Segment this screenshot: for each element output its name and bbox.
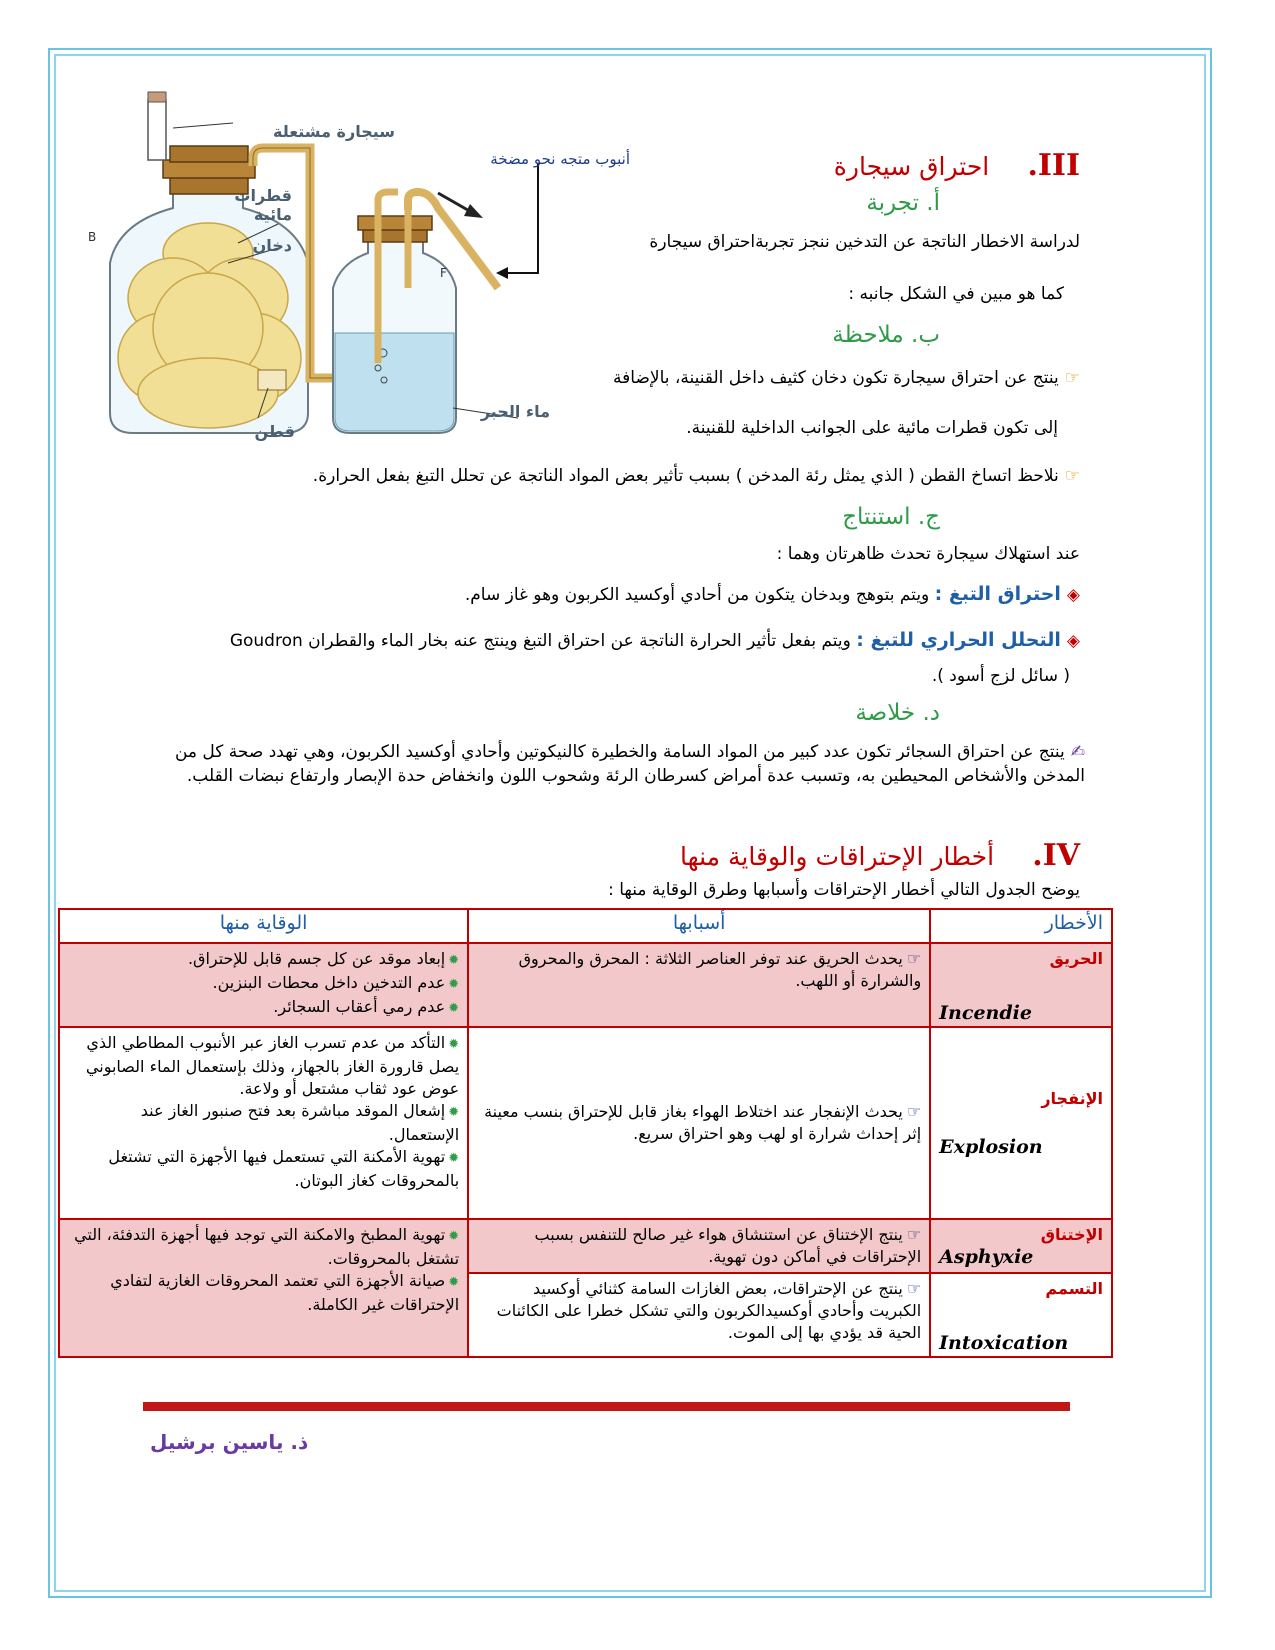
prevention-text: التأكد من عدم تسرب الغاز عبر الأنبوب المطاطي الذي يصل قارورة الغاز بالجهاز، وذلك بإستعمال الماء الصابوني عوض عود ثقاب مشتعل أو ولاعة. bbox=[85, 1033, 460, 1098]
prevention-text: تهوية المطبخ والامكنة التي توجد فيها أجهزة التدفئة، التي تشتغل بالمحروقات. bbox=[74, 1225, 460, 1268]
observation-text-1 bbox=[540, 366, 1080, 390]
cause-cell bbox=[468, 1219, 930, 1273]
figure-label-droplets: قطرات مائية bbox=[234, 186, 292, 224]
bullet-icon: ☞ bbox=[906, 949, 922, 968]
hazards-table bbox=[58, 908, 1113, 1358]
table-row bbox=[59, 943, 1112, 1027]
sun-icon: ✹ bbox=[448, 953, 460, 968]
header-causes: أسبابها bbox=[468, 909, 930, 943]
sun-icon: ✹ bbox=[448, 1275, 460, 1290]
footer-divider bbox=[143, 1402, 1070, 1411]
cause-cell bbox=[468, 943, 930, 1027]
conclusion-point-2-cont: ( سائل لزج أسود ). bbox=[931, 666, 1070, 686]
table-row bbox=[59, 1027, 1112, 1219]
figure-label-smoke: دخان bbox=[252, 236, 292, 255]
hazard-name: الإنفجار bbox=[1041, 1089, 1103, 1108]
sun-icon: ✹ bbox=[448, 1001, 460, 1016]
observation-text-2: إلى تكون قطرات مائية على الجوانب الداخلية للقنينة. bbox=[686, 418, 1058, 438]
experiment-subheading: أ. تجربة bbox=[866, 190, 940, 216]
prevention-cell bbox=[59, 1027, 468, 1219]
section-3-title: احتراق سيجارة bbox=[833, 152, 990, 181]
header-hazards: الأخطار bbox=[930, 909, 1112, 943]
figure-label-water: ماء الحبر bbox=[480, 402, 550, 421]
hazard-cell bbox=[930, 943, 1112, 1027]
conclusion-subheading: ج. استنتاج bbox=[842, 504, 940, 530]
prevention-text: صيانة الأجهزة التي تعتمد المحروقات الغازية لتفادي الإحتراقات غير الكاملة. bbox=[110, 1271, 460, 1314]
summary-body: ينتج عن احتراق السجائر تكون عدد كبير من المواد السامة والخطيرة كالنيكوتين وأحادي أوكسيد الكربون، وهي تهدد صحة كل من المدخن والأشخاص المحيطين به، وتسبب عدة أمراض كسرطان الرئة وشحوب اللون وانخفاض حدة الإبصار وارتفاع نبضات القلب. bbox=[174, 742, 1085, 786]
prevention-text: تهوية الأمكنة التي تستعمل فيها الأجهزة التي تشتغل بالمحروقات كغاز البوتان. bbox=[108, 1147, 460, 1190]
prevention-item bbox=[68, 1270, 459, 1316]
prevention-item bbox=[68, 1224, 459, 1270]
sun-icon: ✹ bbox=[448, 1151, 460, 1166]
section-4-title: أخطار الإحتراقات والوقاية منها bbox=[680, 842, 995, 871]
prevention-text: إشعال الموقد مباشرة بعد فتح صنبور الغاز عند الإستعمال. bbox=[140, 1101, 460, 1144]
prevention-text: إبعاد موقد عن كل جسم قابل للإحتراق. bbox=[187, 949, 446, 968]
section-3-heading bbox=[640, 148, 1080, 183]
figure-label-cotton: قطن bbox=[254, 422, 295, 441]
prevention-cell bbox=[59, 943, 468, 1027]
experiment-text-1: لدراسة الاخطار الناتجة عن التدخين ننجز تجربةاحتراق سيجارة bbox=[649, 232, 1080, 252]
section-3-number: III. bbox=[1027, 148, 1080, 183]
hazard-name-fr: Explosion bbox=[939, 1136, 1043, 1158]
bullet-icon: ☞ bbox=[1064, 466, 1080, 486]
hazard-name: التسمم bbox=[1045, 1279, 1103, 1298]
figure-label-tube: أنبوب متجه نحو مضخة bbox=[490, 150, 630, 168]
hazard-name: الإختناق bbox=[1040, 1225, 1103, 1244]
bullet-icon: ☞ bbox=[906, 1225, 922, 1244]
hazard-cell bbox=[930, 1219, 1112, 1273]
conclusion-point-1 bbox=[200, 582, 1080, 607]
hazard-cell bbox=[930, 1027, 1112, 1219]
prevention-item bbox=[68, 972, 459, 996]
header-prevention: الوقاية منها bbox=[59, 909, 468, 943]
hazard-cell bbox=[930, 1273, 1112, 1357]
sun-icon: ✹ bbox=[448, 977, 460, 992]
hazard-name-fr: Asphyxie bbox=[939, 1246, 1034, 1268]
hazard-name: الحريق bbox=[1049, 949, 1103, 968]
section-4-intro: يوضح الجدول التالي أخطار الإحتراقات وأسبابها وطرق الوقاية منها : bbox=[608, 880, 1080, 900]
prevention-item bbox=[68, 1100, 459, 1146]
section-4-heading bbox=[560, 838, 1080, 873]
summary-subheading: د. خلاصة bbox=[855, 700, 940, 726]
section-4-number: IV. bbox=[1032, 838, 1080, 873]
cause-text: يحدث الحريق عند توفر العناصر الثلاثة : المحرق والمحروق والشرارة أو اللهب. bbox=[518, 949, 922, 990]
observation-line-3: نلاحظ اتساخ القطن ( الذي يمثل رئة المدخن ) بسبب تأثير بعض المواد الناتجة عن تحلل التبغ بفعل الحرارة. bbox=[312, 466, 1059, 486]
prevention-cell bbox=[59, 1219, 468, 1357]
sun-icon: ✹ bbox=[448, 1105, 460, 1120]
cause-cell bbox=[468, 1027, 930, 1219]
cause-text: ينتج الإختناق عن استنشاق هواء غير صالح للتنفس بسبب الإحتراقات في أماكن دون تهوية. bbox=[534, 1225, 922, 1266]
figure-label-cigarette: سيجارة مشتعلة bbox=[272, 122, 395, 141]
prevention-item bbox=[68, 996, 459, 1020]
hazard-name-fr: Intoxication bbox=[939, 1332, 1069, 1354]
table-row bbox=[59, 1219, 1112, 1273]
conclusion-intro: عند استهلاك سيجارة تحدث ظاهرتان وهما : bbox=[776, 544, 1080, 564]
hazard-name-fr: Incendie bbox=[939, 1002, 1032, 1024]
prevention-item bbox=[68, 948, 459, 972]
sun-icon: ✹ bbox=[448, 1037, 460, 1052]
keyword-tobacco-combustion: احتراق التبغ : bbox=[934, 583, 1061, 605]
observation-subheading: ب. ملاحظة bbox=[832, 322, 940, 348]
conclusion-point-1-text: ويتم بتوهج وبدخان يتكون من أحادي أوكسيد الكربون وهو غاز سام. bbox=[464, 585, 935, 605]
prevention-item bbox=[68, 1032, 459, 1100]
observation-text-3 bbox=[200, 464, 1080, 488]
prevention-text: عدم رمي أعقاب السجائر. bbox=[273, 997, 446, 1016]
conclusion-point-2 bbox=[140, 628, 1080, 653]
keyword-thermal-decomposition: التحلل الحراري للتبغ : bbox=[856, 629, 1061, 651]
bullet-icon: ☞ bbox=[1064, 368, 1080, 388]
bullet-icon: ☞ bbox=[906, 1279, 922, 1298]
prevention-item bbox=[68, 1146, 459, 1192]
conclusion-point-2-text: ويتم بفعل تأثير الحرارة الناتجة عن احتراق التبغ وينتج عنه بخار الماء والقطران Goudron bbox=[229, 631, 857, 651]
cause-text: ينتج عن الإحتراقات، بعض الغازات السامة كثنائي أوكسيد الكبريت وأحادي أوكسيدالكربون والتي تشكل خطرا على الكائنات الحية قد يؤدي بها إلى الموت. bbox=[496, 1279, 922, 1342]
sun-icon: ✹ bbox=[448, 1229, 460, 1244]
cause-text: يحدث الإنفجار عند اختلاط الهواء بغاز قابل للإحتراق بنسب معينة إثر إحداث شرارة او لهب وهو احتراق سريع. bbox=[484, 1102, 922, 1143]
author-name: ذ. ياسين برشيل bbox=[150, 1430, 309, 1454]
pen-icon: ✍ bbox=[1070, 742, 1085, 762]
cause-cell bbox=[468, 1273, 930, 1357]
summary-text bbox=[150, 740, 1085, 788]
experiment-text-2: كما هو مبين في الشكل جانبه : bbox=[848, 284, 1064, 304]
observation-line-1: ينتج عن احتراق سيجارة تكون دخان كثيف داخل القنينة، بالإضافة bbox=[613, 368, 1059, 388]
prevention-text: عدم التدخين داخل محطات البنزين. bbox=[212, 973, 446, 992]
figure-label-f: F bbox=[440, 266, 447, 280]
diamond-bullet-icon: ◈ bbox=[1066, 631, 1080, 651]
bullet-icon: ☞ bbox=[906, 1102, 922, 1121]
diamond-bullet-icon: ◈ bbox=[1066, 585, 1080, 605]
figure-label-b: B bbox=[88, 230, 97, 244]
